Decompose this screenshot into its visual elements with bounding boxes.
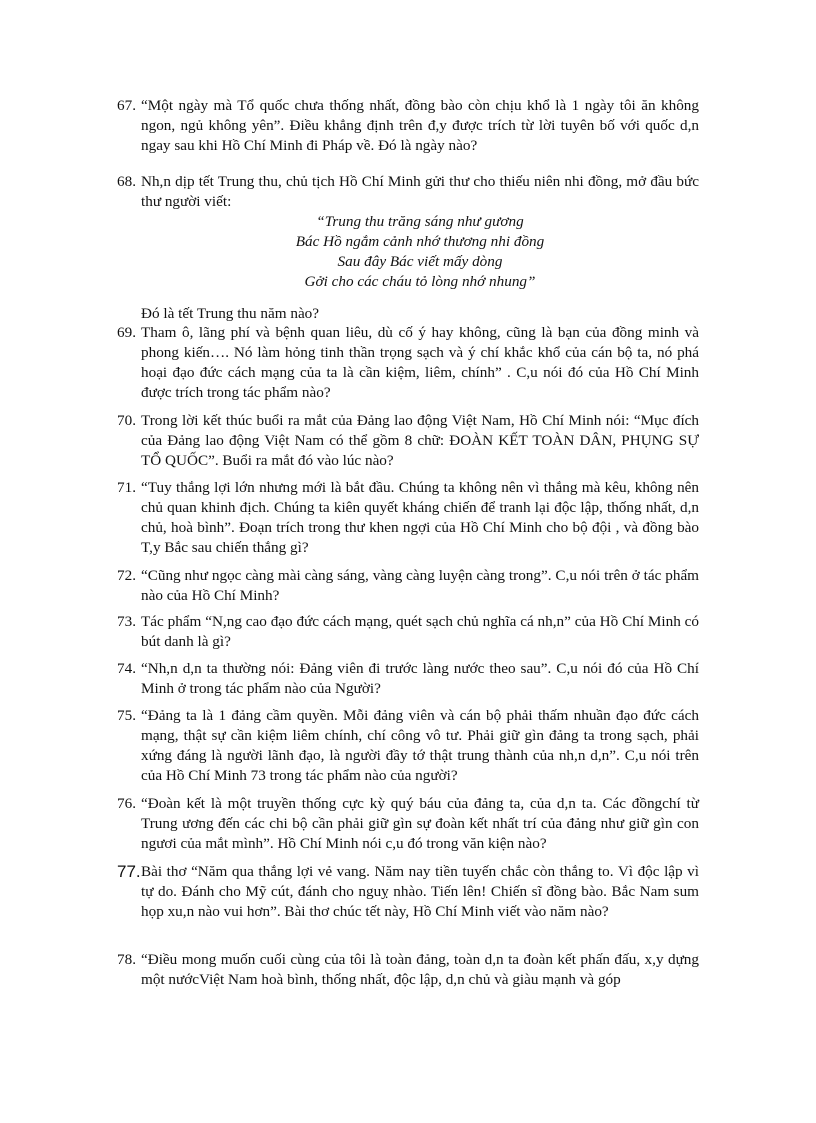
- question-number: 68.: [117, 173, 136, 190]
- question-73: [117, 612, 699, 652]
- question-number: 76.: [117, 795, 136, 812]
- question-text: Tác phẩm “N,ng cao đạo đức cách mạng, quét sạch chủ nghĩa cá nh,n” của Hồ Chí Minh có bút danh là gì?: [141, 613, 699, 650]
- question-text: Trong lời kết thúc buổi ra mắt của Đảng lao động Việt Nam, Hồ Chí Minh nói: “Mục đích của Đảng lao động Việt Nam có thể gồm 8 chữ: ĐOÀN KẾT TOÀN DÂN, PHỤNG SỰ TỔ QUỐC”. Buổi ra mắt đó vào lúc nào?: [141, 412, 699, 469]
- poem-block: [141, 212, 699, 292]
- question-number: 69.: [117, 324, 136, 341]
- question-76: [117, 794, 699, 854]
- question-77: [117, 862, 699, 922]
- question-78: [117, 950, 699, 990]
- question-67: [117, 96, 699, 156]
- question-number: 74.: [117, 660, 136, 677]
- poem-line: “Trung thu trăng sáng như gương: [316, 213, 524, 230]
- question-text: “Cũng như ngọc càng mài càng sáng, vàng càng luyện càng trong”. C,u nói trên ở tác phẩm nào của Hồ Chí Minh?: [141, 567, 699, 604]
- question-text: “Một ngày mà Tổ quốc chưa thống nhất, đồng bào còn chịu khổ là 1 ngày tôi ăn không ngon, ngủ không yên”. Điều khẳng định trên đ,y được trích từ lời tuyên bố với quốc d,n ngay sau khi Hồ Chí Minh đi Pháp về. Đó là ngày nào?: [141, 97, 699, 154]
- question-74: [117, 659, 699, 699]
- question-text: Nh,n dịp tết Trung thu, chủ tịch Hồ Chí Minh gửi thư cho thiếu niên nhi đồng, mở đầu bức thư người viết:: [141, 173, 699, 210]
- question-number: 75.: [117, 707, 136, 724]
- question-followup: Đó là tết Trung thu năm nào?: [141, 305, 320, 322]
- poem-line: Gởi cho các cháu tỏ lòng nhớ nhung”: [304, 273, 536, 290]
- poem-line: Sau đây Bác viết mấy dòng: [337, 253, 503, 270]
- question-number: 72.: [117, 567, 136, 584]
- question-number: 71.: [117, 479, 136, 496]
- question-68: [117, 172, 699, 324]
- question-number: 70.: [117, 412, 136, 429]
- question-text: “Điều mong muốn cuối cùng của tôi là toàn đảng, toàn d,n ta đoàn kết phấn đấu, x,y dựng một nướcViệt Nam hoà bình, thống nhất, độc lập, d,n chủ và giàu mạnh và góp: [141, 951, 699, 988]
- question-text: Tham ô, lãng phí và bệnh quan liêu, dù cố ý hay không, cũng là bạn của đồng minh và phong kiến…. Nó làm hỏng tinh thần trọng sạch và ý chí khắc khổ của cán bộ ta, nó phá hoại đạo đức cách mạng của ta là cần kiệm, liêm, chính” . C,u nói đó của Hồ Chí Minh được trích trong tác phẩm nào?: [141, 324, 699, 401]
- question-number: 67.: [117, 97, 136, 114]
- question-71: [117, 478, 699, 558]
- question-text: Bài thơ “Năm qua thắng lợi vẻ vang. Năm nay tiền tuyến chắc còn thắng to. Vì độc lập vì tự do. Đánh cho Mỹ cút, đánh cho nguỵ nhào. Tiến lên! Chiến sĩ đồng bào. Bắc Nam sum họp xu,n nào vui hơn”. Bài thơ chúc tết này, Hồ Chí Minh viết vào năm nào?: [141, 863, 699, 920]
- question-72: [117, 566, 699, 606]
- poem-line: Bác Hồ ngắm cảnh nhớ thương nhi đồng: [295, 233, 545, 250]
- question-number: 73.: [117, 613, 136, 630]
- question-text: “Nh,n d,n ta thường nói: Đảng viên đi trước làng nước theo sau”. C,u nói đó của Hồ Chí Minh ở trong tác phẩm nào của Người?: [141, 660, 699, 697]
- question-text: “Tuy thắng lợi lớn nhưng mới là bắt đầu. Chúng ta không nên vì thắng mà kêu, không nên chủ quan khinh địch. Chúng ta kiên quyết kháng chiến để tranh lại độc lập, thống nhất, d,n chủ, hoà bình”. Đoạn trích trong thư khen ngợi của Hồ Chí Minh cho bộ đội , và đồng bào T,y Bắc sau chiến thắng gì?: [141, 479, 699, 556]
- question-69: [117, 323, 699, 403]
- question-number: 78.: [117, 951, 136, 968]
- question-75: [117, 706, 699, 786]
- question-text: “Đoàn kết là một truyền thống cực kỳ quý báu của đảng ta, của d,n ta. Các đồngchí từ Trung ương đến các chi bộ cần phải giữ gìn sự đoàn kết nhất trí của đảng như giữ gìn con ngươi của mắt mình”. Hồ Chí Minh nói c,u đó trong văn kiện nào?: [141, 795, 699, 852]
- question-70: [117, 411, 699, 471]
- question-text: “Đảng ta là 1 đảng cầm quyền. Mỗi đảng viên và cán bộ phải thấm nhuần đạo đức cách mạng, thật sự cần kiệm liêm chính, chí công vô tư. Phải giữ gìn đảng ta trong sạch, phải xứng đáng là người lãnh đạo, là người đầy tớ thật trung thành của nh,n d,n”. C,u nói trên của Hồ Chí Minh 73 trong tác phẩm nào của người?: [141, 707, 699, 784]
- question-number: 77.: [117, 862, 141, 881]
